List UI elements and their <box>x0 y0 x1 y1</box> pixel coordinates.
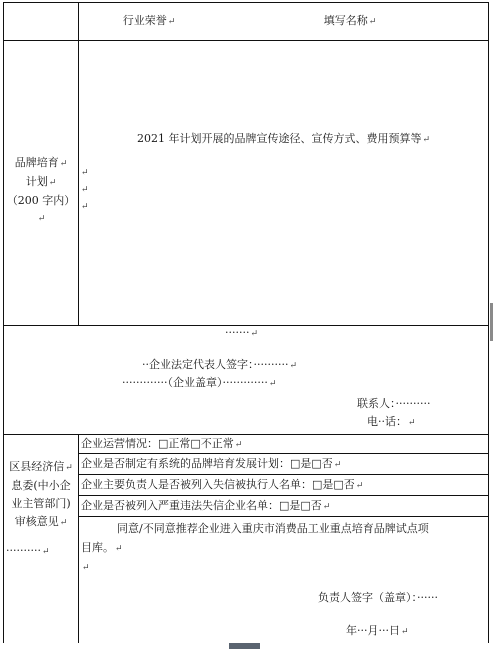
column-divider-lower <box>78 434 79 643</box>
brand-plan-check: 企业是否制定有系统的品牌培育发展计划：□是□否↵ <box>81 457 342 470</box>
signature-dots: ·······↵ <box>225 326 259 339</box>
row-divider-4 <box>78 516 489 517</box>
company-seal: ·············（企业盖章）·············↵ <box>122 376 277 389</box>
signature-divider <box>3 434 489 435</box>
responsible-signature: 负责人签字（盖章）：······ <box>318 591 438 604</box>
recommend-statement: 同意/不同意推荐企业进入重庆市消费品工业重点培育品牌试点项 目库。↵ <box>81 522 429 554</box>
header-divider <box>3 40 489 41</box>
row-divider-3 <box>78 495 489 496</box>
page-tab[interactable] <box>229 643 260 649</box>
table-border-right <box>488 2 489 643</box>
contact-person: 联系人：·········· <box>357 397 431 410</box>
plan-label: 品牌培育↵ 计划↵ （200 字内）↵ <box>6 156 76 224</box>
plan-content[interactable]: 2021 年计划开展的品牌宣传途径、宣传方式、费用预算等↵ <box>136 132 431 145</box>
table-border-top <box>3 2 489 3</box>
review-label: 区县经济信↵ 息委(中小企 业主管部门) 审核意见↵ ··········↵ <box>6 460 73 557</box>
paragraph-marks: ↵ ↵ ↵ <box>81 168 89 212</box>
operation-status: 企业运营情况：□正常□不正常↵ <box>81 437 243 450</box>
paragraph-marks-lower: ↵ <box>82 563 90 573</box>
dishonest-executor-check: 企业主要负责人是否被列入失信被执行人名单：□是□否↵ <box>81 478 364 491</box>
header-fill-name: 填写名称↵ <box>323 14 377 27</box>
row-divider-2 <box>78 474 489 475</box>
legal-rep-signature: ··企业法定代表人签字：··········↵ <box>142 358 298 371</box>
header-industry-honor: 行业荣誉↵ <box>122 14 176 27</box>
row-divider-1 <box>78 453 489 454</box>
phone: 电··话：↵ <box>367 415 416 428</box>
serious-violation-check: 企业是否被列入严重违法失信企业名单：□是□否↵ <box>81 499 331 512</box>
column-divider <box>78 2 79 325</box>
date-field: 年···月···日↵ <box>346 624 409 637</box>
